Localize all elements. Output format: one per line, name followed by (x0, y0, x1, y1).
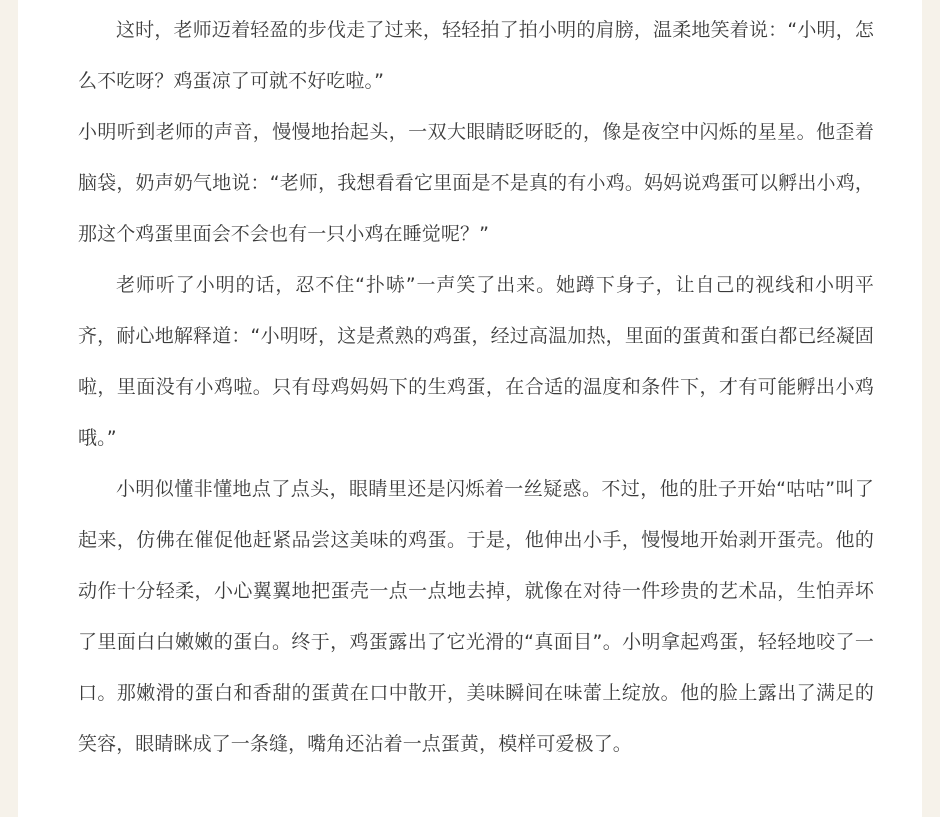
paragraph-4: 小明似懂非懂地点了点头，眼睛里还是闪烁着一丝疑惑。不过，他的肚子开始“咕咕”叫了起来，仿佛在催促他赶紧品尝这美味的鸡蛋。于是，他伸出小手，慢慢地开始剥开蛋壳。他的动作十分轻柔，小心翼翼地把蛋壳一点一点地去掉，就像在对待一件珍贵的艺术品，生怕弄坏了里面白白嫩嫩的蛋白。终于，鸡蛋露出了它光滑的“真面目”。小明拿起鸡蛋，轻轻地咬了一口。那嫩滑的蛋白和香甜的蛋黄在口中散开，美味瞬间在味蕾上绽放。他的脸上露出了满足的笑容，眼睛眯成了一条缝，嘴角还沾着一点蛋黄，模样可爱极了。 (78, 478, 874, 755)
paragraph-2: 小明听到老师的声音，慢慢地抬起头，一双大眼睛眨呀眨的，像是夜空中闪烁的星星。他歪着脑袋，奶声奶气地说：“老师，我想看看它里面是不是真的有小鸡。妈妈说鸡蛋可以孵出小鸡，那这个鸡蛋里面会不会也有一只小鸡在睡觉呢？” (78, 121, 874, 245)
article-body (78, 5, 874, 770)
paragraph-3: 老师听了小明的话，忍不住“扑哧”一声笑了出来。她蹲下身子，让自己的视线和小明平齐，耐心地解释道：“小明呀，这是煮熟的鸡蛋，经过高温加热，里面的蛋黄和蛋白都已经凝固啦，里面没有小鸡啦。只有母鸡妈妈下的生鸡蛋，在合适的温度和条件下，才有可能孵出小鸡哦。” (78, 274, 874, 449)
article-page (18, 0, 922, 817)
paragraph-1: 这时，老师迈着轻盈的步伐走了过来，轻轻拍了拍小明的肩膀，温柔地笑着说：“小明，怎么不吃呀？鸡蛋凉了可就不好吃啦。” (78, 19, 874, 92)
